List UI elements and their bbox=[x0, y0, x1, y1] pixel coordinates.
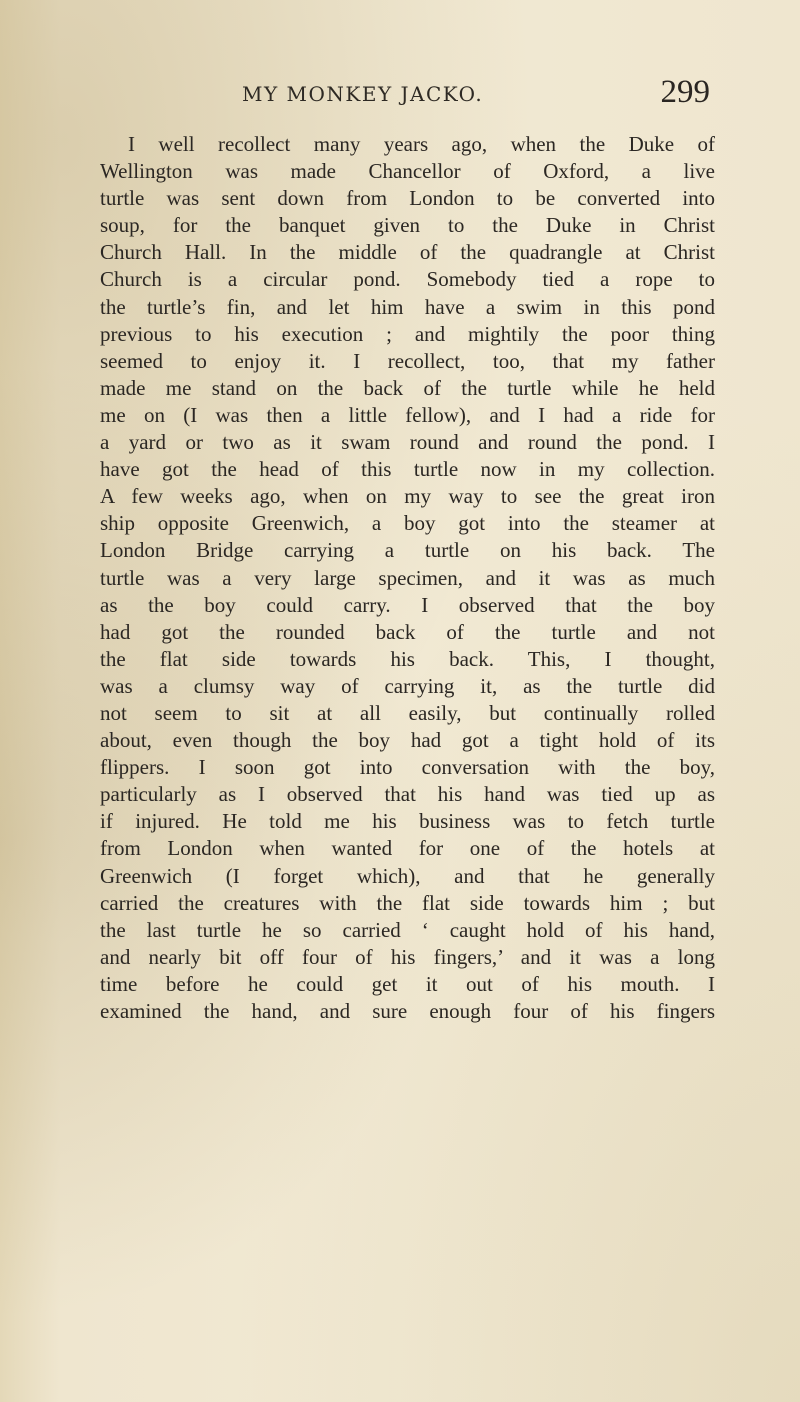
text-line: particularly as I observed that his hand was tied up as bbox=[100, 782, 715, 807]
text-line: Church is a circular pond. Somebody tied a rope to bbox=[100, 267, 715, 292]
body-paragraph bbox=[100, 131, 715, 1025]
text-line: seemed to enjoy it. I recollect, too, that my father bbox=[100, 348, 715, 373]
text-line: the flat side towards his back. This, I thought, bbox=[100, 646, 715, 671]
text-line: as the boy could carry. I observed that the boy bbox=[100, 592, 715, 617]
running-title: MY MONKEY JACKO. bbox=[242, 82, 484, 106]
text-line: I well recollect many years ago, when the Duke of bbox=[128, 132, 715, 156]
text-line: and nearly bit off four of his fingers,’ and it was a long bbox=[100, 944, 715, 969]
text-line: flippers. I soon got into conversation with the boy, bbox=[100, 755, 715, 780]
text-line: turtle was a very large specimen, and it was as much bbox=[100, 565, 715, 590]
text-line: from London when wanted for one of the hotels at bbox=[100, 836, 715, 861]
text-line: a yard or two as it swam round and round the pond. I bbox=[100, 430, 715, 455]
text-line: made me stand on the back of the turtle while he held bbox=[100, 375, 715, 400]
text-line: the last turtle he so carried ‘ caught hold of his hand, bbox=[100, 917, 715, 942]
text-line: Church Hall. In the middle of the quadrangle at Christ bbox=[100, 240, 715, 265]
page-header bbox=[140, 74, 714, 114]
text-line: not seem to sit at all easily, but continually rolled bbox=[100, 700, 715, 725]
text-line: had got the rounded back of the turtle and not bbox=[100, 619, 715, 644]
text-line: carried the creatures with the flat side towards him ; but bbox=[100, 890, 715, 915]
text-line: about, even though the boy had got a tight hold of its bbox=[100, 728, 715, 753]
text-line: examined the hand, and sure enough four of his fingers bbox=[100, 999, 715, 1023]
text-line: Wellington was made Chancellor of Oxford, a live bbox=[100, 159, 715, 184]
text-line: A few weeks ago, when on my way to see the great iron bbox=[100, 484, 715, 509]
text-line: turtle was sent down from London to be converted into bbox=[100, 186, 715, 211]
text-line: Greenwich (I forget which), and that he generally bbox=[100, 863, 715, 888]
text-line: previous to his execution ; and mightily the poor thing bbox=[100, 321, 715, 346]
text-line: soup, for the banquet given to the Duke in Christ bbox=[100, 213, 715, 238]
text-line: London Bridge carrying a turtle on his back. The bbox=[100, 538, 715, 563]
text-line: ship opposite Greenwich, a boy got into the steamer at bbox=[100, 511, 715, 536]
text-line: if injured. He told me his business was to fetch turtle bbox=[100, 809, 715, 834]
page-number: 299 bbox=[660, 74, 710, 110]
text-line: time before he could get it out of his mouth. I bbox=[100, 971, 715, 996]
text-line: the turtle’s fin, and let him have a swim in this pond bbox=[100, 294, 715, 319]
text-line: was a clumsy way of carrying it, as the turtle did bbox=[100, 673, 715, 698]
text-line: have got the head of this turtle now in my collection. bbox=[100, 457, 715, 482]
text-line: me on (I was then a little fellow), and I had a ride for bbox=[100, 402, 715, 427]
